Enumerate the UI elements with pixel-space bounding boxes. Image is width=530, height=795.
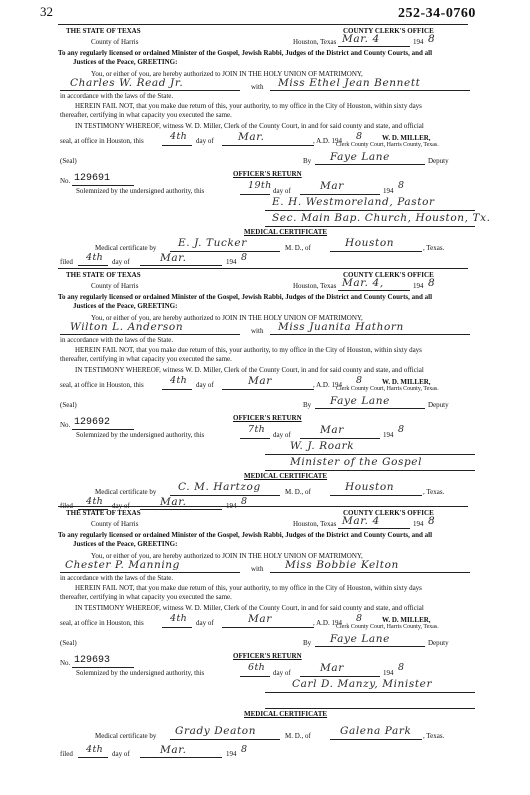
clerk-name: W. D. MILLER, [382, 134, 431, 142]
address-line2: Justices of the Peace, GREETING: [73, 302, 178, 310]
officiant-signature: Carl D. Manzy, Minister [292, 678, 433, 690]
groom-name: Wilton L. Anderson [70, 321, 184, 333]
office-label: COUNTY CLERK'S OFFICE [343, 271, 434, 279]
seal-office-text: seal, at office in Houston, this [60, 381, 144, 389]
solemnized-day: 7th [248, 424, 266, 435]
header-year: 8 [428, 277, 436, 289]
seal-label: (Seal) [60, 401, 77, 409]
deputy-signature: Faye Lane [330, 395, 390, 407]
herein-line2: thereafter, certifying in what capacity you executed the same. [60, 355, 232, 363]
no-label: No. [60, 421, 71, 429]
clerk-title: Clerk County Court, Harris County, Texas. [336, 624, 439, 630]
medical-certificate-title: MEDICAL CERTIFICATE [244, 228, 328, 236]
county-label: County of Harris [91, 282, 139, 290]
header-date: Mar. 4 [342, 515, 380, 527]
year-label: 194 [413, 38, 424, 46]
texas-label: , Texas. [423, 732, 445, 740]
authorize-text: You, or either of you, are hereby authorized to JOIN IN THE HOLY UNION OF MATRIMONY, [91, 552, 363, 560]
houston-label: Houston, Texas [293, 38, 337, 46]
solemnized-year: 8 [398, 424, 405, 435]
accordance-text: in accordance with the laws of the State. [60, 336, 174, 344]
address-line1: To any regularly licensed or ordained Minister of the Gospel, Jewish Rabbi, Judges of the District and County Courts, and all [58, 531, 433, 539]
state-label: THE STATE OF TEXAS [66, 27, 141, 35]
with-label: with [251, 83, 264, 91]
seal-year: 8 [356, 375, 363, 386]
filed-day: 4th [86, 252, 104, 263]
seal-year: 8 [356, 131, 363, 142]
address-line1: To any regularly licensed or ordained Minister of the Gospel, Jewish Rabbi, Judges of the District and County Courts, and all [58, 293, 433, 301]
solemnized-day: 6th [248, 662, 266, 673]
deputy-signature: Faye Lane [330, 151, 390, 163]
office-label: COUNTY CLERK'S OFFICE [343, 509, 434, 517]
document-stamp: 252-34-0760 [398, 6, 476, 21]
clerk-title: Clerk County Court, Harris County, Texas. [336, 142, 439, 148]
by-label: By [303, 639, 312, 647]
day-of-label: day of [273, 669, 291, 677]
deputy-signature: Faye Lane [330, 633, 390, 645]
herein-line2: thereafter, certifying in what capacity you executed the same. [60, 593, 232, 601]
accordance-text: in accordance with the laws of the State. [60, 92, 174, 100]
no-label: No. [60, 659, 71, 667]
seal-office-text: seal, at office in Houston, this [60, 137, 144, 145]
ad-label: , A.D. 194 [313, 619, 342, 627]
solemnized-text: Solemnized by the undersigned authority, this [76, 669, 205, 677]
year-label: 194 [413, 520, 424, 528]
houston-label: Houston, Texas [293, 282, 337, 290]
doctor-city: Galena Park [340, 725, 412, 737]
texas-label: , Texas. [423, 244, 445, 252]
filed-year: 8 [241, 496, 248, 507]
officiant-signature: E. H. Westmoreland, Pastor [272, 196, 435, 208]
seal-day: 4th [170, 131, 188, 142]
md-of-label: M. D., of [285, 488, 311, 496]
herein-line1: HEREIN FAIL NOT, that you make due return of this, your authority, to my office in the City of Houston, within sixty days [75, 102, 422, 110]
county-label: County of Harris [91, 38, 139, 46]
authorize-text: You, or either of you, are hereby authorized to JOIN IN THE HOLY UNION OF MATRIMONY, [91, 70, 363, 78]
license-number: 129693 [74, 655, 111, 666]
day-of-label: day of [273, 431, 291, 439]
solemnized-year: 8 [398, 180, 405, 191]
deputy-label: Deputy [428, 401, 449, 409]
testimony-text: IN TESTIMONY WHEREOF, witness W. D. Miller, Clerk of the County Court, in and for said county and state, and official [75, 122, 424, 130]
herein-line2: thereafter, certifying in what capacity you executed the same. [60, 111, 232, 119]
medical-certificate-title: MEDICAL CERTIFICATE [244, 710, 328, 718]
medical-by-label: Medical certificate by [95, 244, 157, 252]
day-of-label: day of [112, 502, 130, 510]
doctor-city: Houston [345, 237, 395, 249]
solemnized-month: Mar [320, 424, 344, 436]
page-number: 32 [40, 4, 53, 19]
md-of-label: M. D., of [285, 244, 311, 252]
header-year: 8 [428, 515, 436, 527]
solemnized-month: Mar [320, 662, 344, 674]
seal-month: Mar [248, 613, 272, 625]
filed-day: 4th [86, 496, 104, 507]
filed-label: filed [60, 258, 73, 266]
no-label: No. [60, 177, 71, 185]
year-label: 194 [383, 669, 394, 677]
clerk-name: W. D. MILLER, [382, 378, 431, 386]
solemnized-day: 19th [248, 180, 272, 191]
deputy-label: Deputy [428, 639, 449, 647]
solemnized-text: Solemnized by the undersigned authority, this [76, 187, 205, 195]
day-of-label: day of [196, 137, 214, 145]
officiant-title: Sec. Main Bap. Church, Houston, Tx. [272, 212, 491, 224]
clerk-title: Clerk County Court, Harris County, Texas. [336, 386, 439, 392]
solemnized-year: 8 [398, 662, 405, 673]
bride-name: Miss Ethel Jean Bennett [278, 77, 421, 89]
ad-label: , A.D. 194 [313, 137, 342, 145]
texas-label: , Texas. [423, 488, 445, 496]
testimony-text: IN TESTIMONY WHEREOF, witness W. D. Miller, Clerk of the County Court, in and for said county and state, and official [75, 366, 424, 374]
day-of-label: day of [273, 187, 291, 195]
solemnized-text: Solemnized by the undersigned authority, this [76, 431, 205, 439]
herein-line1: HEREIN FAIL NOT, that you make due return of this, your authority, to my office in the City of Houston, within sixty days [75, 584, 422, 592]
seal-office-text: seal, at office in Houston, this [60, 619, 144, 627]
medical-certificate-title: MEDICAL CERTIFICATE [244, 472, 328, 480]
officers-return-title: OFFICER'S RETURN [233, 652, 302, 660]
testimony-text: IN TESTIMONY WHEREOF, witness W. D. Miller, Clerk of the County Court, in and for said county and state, and official [75, 604, 424, 612]
with-label: with [251, 327, 264, 335]
ad-label: , A.D. 194 [313, 381, 342, 389]
office-label: COUNTY CLERK'S OFFICE [343, 27, 434, 35]
officers-return-title: OFFICER'S RETURN [233, 170, 302, 178]
year-label: 194 [383, 431, 394, 439]
address-line2: Justices of the Peace, GREETING: [73, 58, 178, 66]
filed-year: 8 [241, 744, 248, 755]
md-of-label: M. D., of [285, 732, 311, 740]
solemnized-month: Mar [320, 180, 344, 192]
filed-year: 8 [241, 252, 248, 263]
doctor-name: C. M. Hartzog [178, 481, 261, 493]
year-label: 194 [383, 187, 394, 195]
with-label: with [251, 565, 264, 573]
filed-label: filed [60, 502, 73, 510]
authorize-text: You, or either of you, are hereby authorized to JOIN IN THE HOLY UNION OF MATRIMONY, [91, 314, 363, 322]
seal-year: 8 [356, 613, 363, 624]
doctor-city: Houston [345, 481, 395, 493]
header-year: 8 [428, 33, 436, 45]
address-line2: Justices of the Peace, GREETING: [73, 540, 178, 548]
houston-label: Houston, Texas [293, 520, 337, 528]
seal-month: Mar. [238, 131, 265, 143]
by-label: By [303, 401, 312, 409]
header-date: Mar. 4 [342, 33, 380, 45]
day-of-label: day of [112, 750, 130, 758]
seal-day: 4th [170, 613, 188, 624]
year-label: 194 [226, 258, 237, 266]
officiant-signature: W. J. Roark [290, 440, 355, 452]
day-of-label: day of [196, 381, 214, 389]
seal-label: (Seal) [60, 639, 77, 647]
accordance-text: in accordance with the laws of the State. [60, 574, 174, 582]
officers-return-title: OFFICER'S RETURN [233, 414, 302, 422]
state-label: THE STATE OF TEXAS [66, 271, 141, 279]
day-of-label: day of [196, 619, 214, 627]
state-label: THE STATE OF TEXAS [66, 509, 141, 517]
year-label: 194 [226, 502, 237, 510]
medical-by-label: Medical certificate by [95, 488, 157, 496]
groom-name: Chester P. Manning [65, 559, 180, 571]
year-label: 194 [226, 750, 237, 758]
medical-by-label: Medical certificate by [95, 732, 157, 740]
doctor-name: E. J. Tucker [178, 237, 247, 249]
seal-day: 4th [170, 375, 188, 386]
address-line1: To any regularly licensed or ordained Minister of the Gospel, Jewish Rabbi, Judges of the District and County Courts, and all [58, 49, 433, 57]
county-label: County of Harris [91, 520, 139, 528]
seal-label: (Seal) [60, 157, 77, 165]
seal-month: Mar [248, 375, 272, 387]
officiant-title: Minister of the Gospel [290, 456, 423, 468]
clerk-name: W. D. MILLER, [382, 616, 431, 624]
bride-name: Miss Juanita Hathorn [278, 321, 404, 333]
herein-line1: HEREIN FAIL NOT, that you make due return of this, your authority, to my office in the City of Houston, within sixty days [75, 346, 422, 354]
filed-month: Mar. [160, 252, 187, 264]
header-date: Mar. 4, [342, 277, 384, 289]
year-label: 194 [413, 282, 424, 290]
day-of-label: day of [112, 258, 130, 266]
filed-label: filed [60, 750, 73, 758]
filed-month: Mar. [160, 496, 187, 508]
groom-name: Charles W. Read Jr. [70, 77, 184, 89]
bride-name: Miss Bobbie Kelton [285, 559, 399, 571]
license-number: 129692 [74, 417, 111, 428]
filed-day: 4th [86, 744, 104, 755]
by-label: By [303, 157, 312, 165]
filed-month: Mar. [160, 744, 187, 756]
deputy-label: Deputy [428, 157, 449, 165]
doctor-name: Grady Deaton [175, 725, 257, 737]
license-number: 129691 [74, 173, 111, 184]
